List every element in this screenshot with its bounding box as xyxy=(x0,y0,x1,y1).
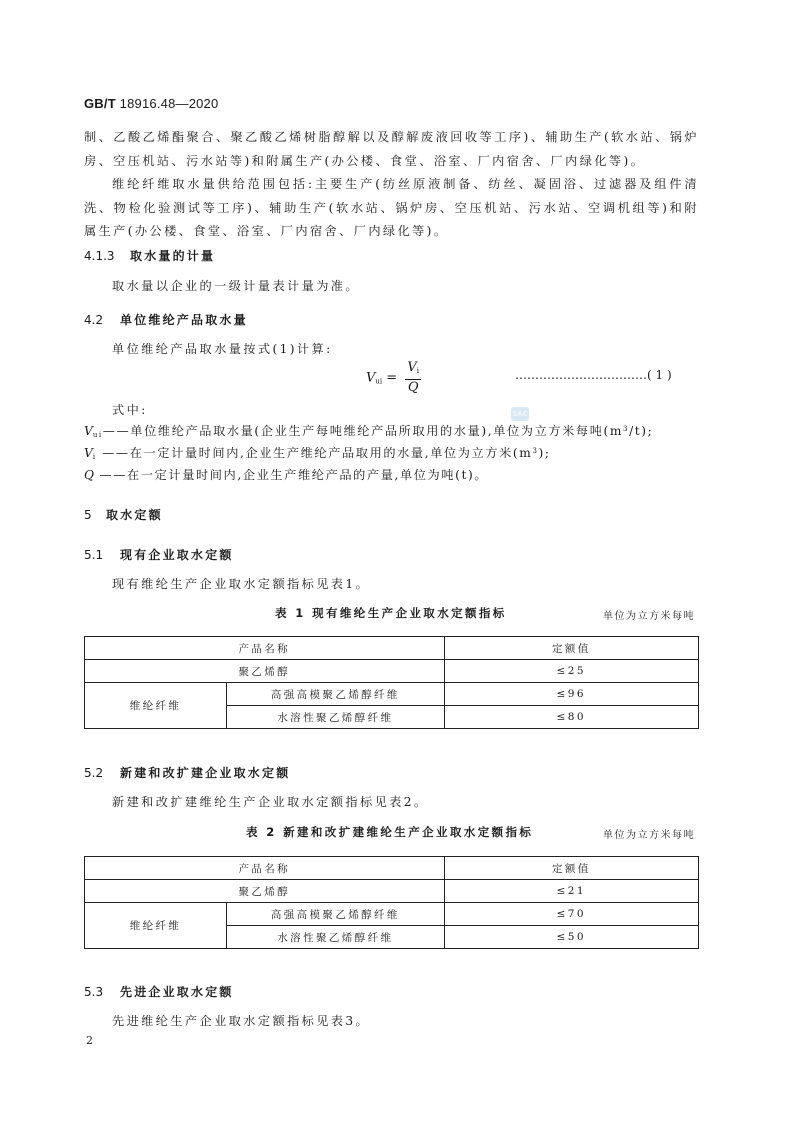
product-name: 聚乙烯醇 xyxy=(85,880,445,903)
table-1-caption: 表 1 现有维纶生产企业取水定额指标 xyxy=(275,606,507,620)
quota-value: ≤21 xyxy=(444,880,698,903)
product-name: 聚乙烯醇 xyxy=(85,660,445,683)
formula-fraction xyxy=(405,360,421,396)
heading-5-1 xyxy=(84,546,234,563)
standard-prefix: GB/T xyxy=(84,96,116,111)
paragraph-5-3: 先进维纶生产企业取水定额指标见表3。 xyxy=(112,1014,371,1028)
table-row xyxy=(85,660,699,683)
page-number: 2 xyxy=(86,1034,93,1047)
standard-number: 18916.48—2020 xyxy=(119,96,219,111)
quota-value: ≤70 xyxy=(444,903,698,926)
section-number: 5.3 xyxy=(84,985,104,999)
standard-code xyxy=(84,96,218,111)
paragraph-5-1: 现有维纶生产企业取水定额指标见表1。 xyxy=(112,577,371,591)
table-header-row xyxy=(85,857,699,880)
heading-4-2 xyxy=(84,311,248,328)
formula-denominator: Q xyxy=(407,380,419,395)
paragraph-continued: 制、乙酸乙烯酯聚合、聚乙酸乙烯树脂醇解以及醇解废液回收等工序)、辅助生产(软水站、锅炉房、空压机站、污水站等)和附属生产(办公楼、食堂、浴室、厂内宿舍、厂内绿化等)。 xyxy=(84,130,699,168)
formula-1 xyxy=(366,360,421,396)
product-name: 高强高模聚乙烯醇纤维 xyxy=(227,683,445,706)
header-quota-value: 定额值 xyxy=(444,857,698,880)
paragraph-5-2: 新建和改扩建维纶生产企业取水定额指标见表2。 xyxy=(112,795,429,809)
paragraph-supply-scope: 维纶纤维取水量供给范围包括:主要生产(纺丝原液制备、纺丝、凝固浴、过滤器及组件清洗、物检化验测试等工序)、辅助生产(软水站、锅炉房、空压机站、污水站、空调机组等)和附属生产(办公楼、食堂、浴室、厂内宿舍、厂内绿化等)。 xyxy=(84,177,699,238)
section-number: 4.1.3 xyxy=(84,249,115,263)
section-number: 4.2 xyxy=(84,313,104,327)
section-title: 先进企业取水定额 xyxy=(120,985,234,999)
quota-value: ≤96 xyxy=(444,683,698,706)
product-group: 维纶纤维 xyxy=(85,903,227,949)
equation-label: ( 1 ) xyxy=(647,368,672,382)
section-title: 新建和改扩建企业取水定额 xyxy=(120,766,291,780)
paragraph-4-1-3: 取水量以企业的一级计量表计量为准。 xyxy=(112,279,360,293)
table-2-unit: 单位为立方米每吨 xyxy=(603,830,695,841)
product-name: 高强高模聚乙烯醇纤维 xyxy=(227,903,445,926)
section-title: 取水量的计量 xyxy=(130,249,216,263)
quota-value: ≤25 xyxy=(444,660,698,683)
definition-q: Q ——在一定计量时间内,企业生产维纶产品的产量,单位为吨(t)。 xyxy=(84,468,489,482)
formula-lhs-sub: ui xyxy=(375,377,383,386)
table-header-row xyxy=(85,637,699,660)
heading-5 xyxy=(84,506,163,523)
table-2-caption: 表 2 新建和改扩建维纶生产企业取水定额指标 xyxy=(246,825,534,839)
heading-5-2 xyxy=(84,764,290,781)
header-product-name: 产品名称 xyxy=(85,637,445,660)
table-1 xyxy=(84,636,699,729)
equation-number xyxy=(515,368,672,382)
heading-4-1-3 xyxy=(84,247,215,264)
section-title: 现有企业取水定额 xyxy=(120,548,234,562)
where-label: 式中: xyxy=(112,403,148,417)
table-row xyxy=(85,880,699,903)
definition-vi: $V_i$ ——在一定计量时间内,企业生产维纶产品取用的水量,单位为立方米$(m^3)$; xyxy=(84,446,551,461)
formula-equals: = xyxy=(386,370,398,386)
formula-numerator: V xyxy=(407,360,417,375)
leader-dots: …………………………… xyxy=(515,368,647,382)
formula-lhs: V xyxy=(366,370,376,386)
quota-value: ≤50 xyxy=(444,926,698,949)
paragraph-4-2: 单位维纶产品取水量按式(1)计算: xyxy=(112,342,333,356)
table-row xyxy=(85,903,699,926)
definition-vui: $V_{ui}——$单位维纶产品取水量(企业生产每吨维纶产品所取用的水量),单位为立方米每吨$(m^3/t)$; xyxy=(84,424,654,439)
section-number: 5.2 xyxy=(84,766,104,780)
quota-value: ≤80 xyxy=(444,706,698,729)
product-name: 水溶性聚乙烯醇纤维 xyxy=(227,926,445,949)
heading-5-3 xyxy=(84,983,234,1000)
product-group: 维纶纤维 xyxy=(85,683,227,729)
section-number: 5.1 xyxy=(84,548,104,562)
table-row xyxy=(85,683,699,706)
header-quota-value: 定额值 xyxy=(444,637,698,660)
table-2 xyxy=(84,856,699,949)
watermark-logo: SAC xyxy=(511,407,529,421)
header-product-name: 产品名称 xyxy=(85,857,445,880)
formula-numerator-sub: i xyxy=(416,367,419,375)
section-number: 5 xyxy=(84,508,92,522)
section-title: 取水定额 xyxy=(106,508,163,522)
table-1-unit: 单位为立方米每吨 xyxy=(603,611,695,622)
section-title: 单位维纶产品取水量 xyxy=(120,313,248,327)
product-name: 水溶性聚乙烯醇纤维 xyxy=(227,706,445,729)
